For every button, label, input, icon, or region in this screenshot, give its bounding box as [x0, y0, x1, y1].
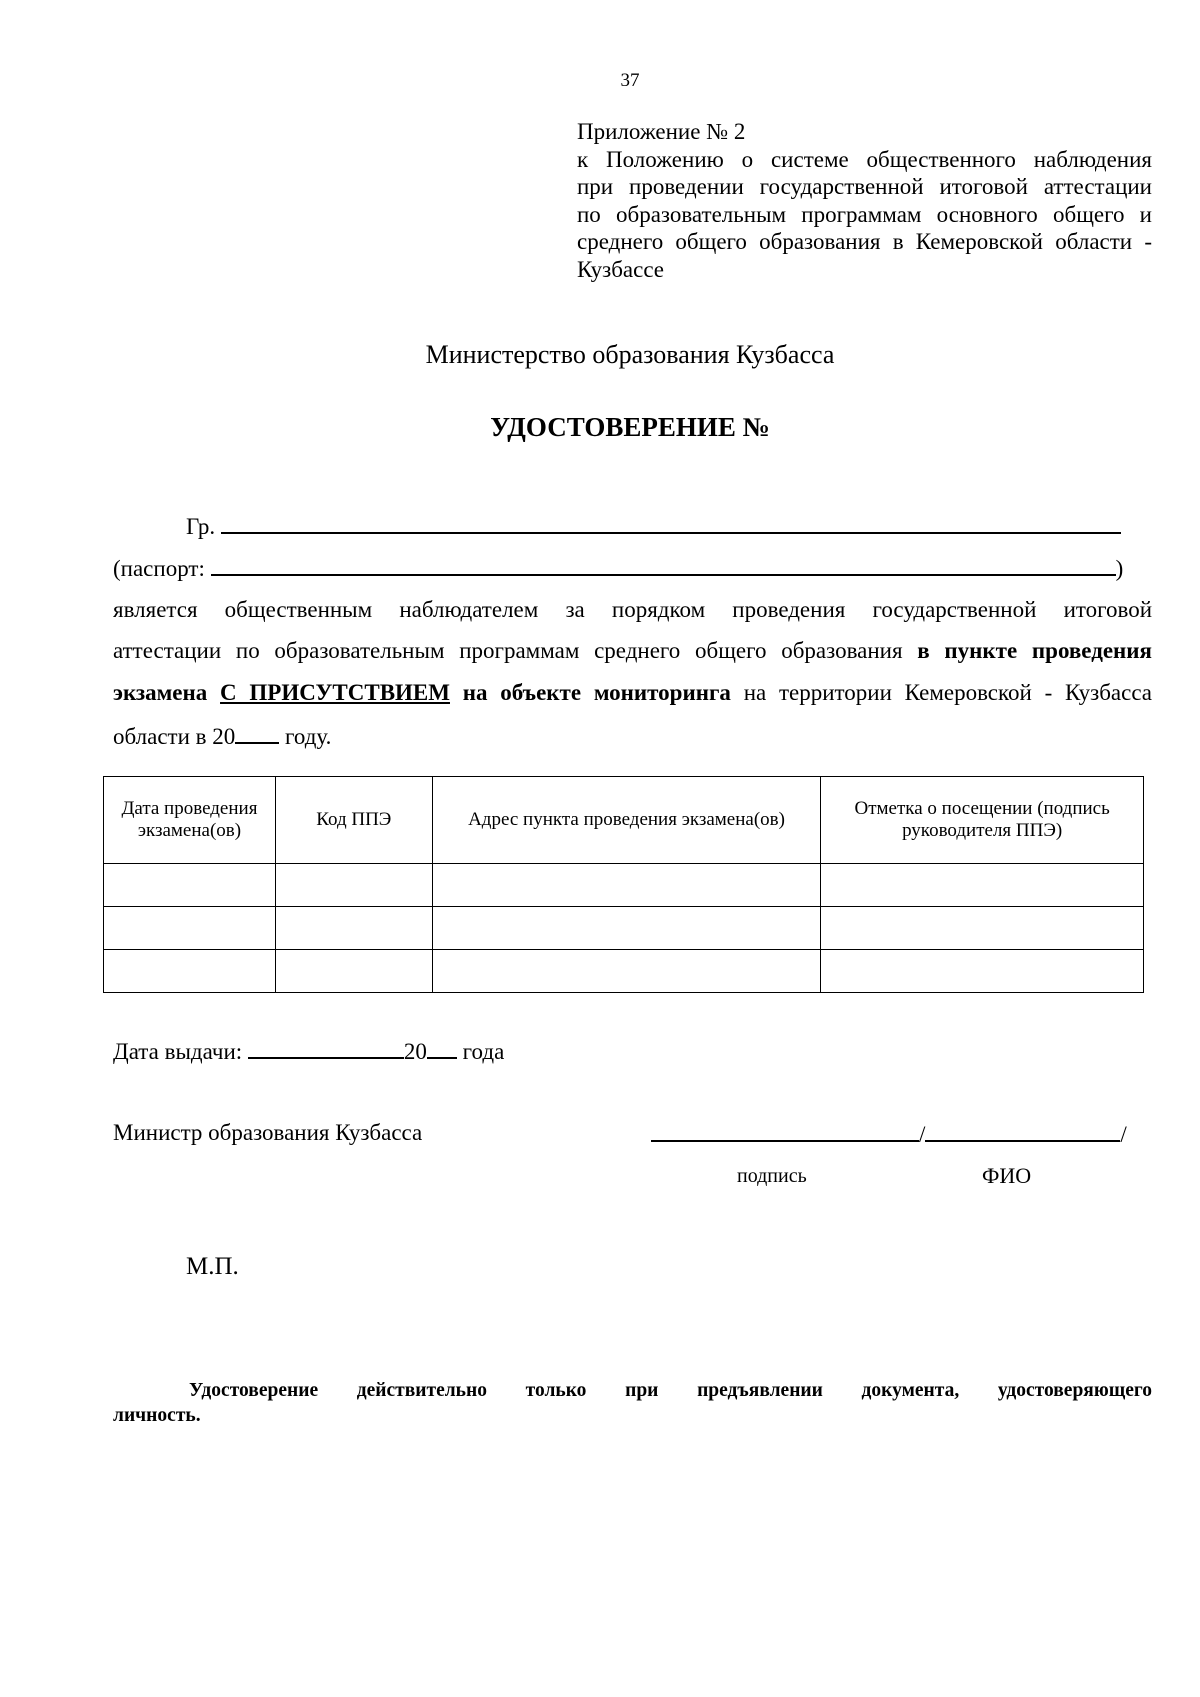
certificate-title: УДОСТОВЕРЕНИЕ № [490, 412, 770, 442]
citizen-field [186, 512, 1121, 540]
header-exam-address: Адрес пункта проведения экзамена(ов) [432, 777, 821, 864]
appendix-line: по образовательным программам основного общего и [577, 201, 1152, 227]
signature-line [651, 1120, 1127, 1148]
minister-label: Министр образования Кузбасса [113, 1120, 423, 1145]
issue-date-suffix: года [462, 1039, 505, 1064]
body-text: аттестации по образовательным программам среднего общего образования [113, 638, 903, 663]
table-cell[interactable] [432, 950, 821, 993]
table-cell[interactable] [275, 907, 432, 950]
table-row [104, 907, 1144, 950]
year-blank[interactable] [235, 722, 279, 744]
table-cell[interactable] [432, 907, 821, 950]
table-cell[interactable] [275, 864, 432, 907]
presence-emphasis: С ПРИСУТСТВИЕМ [220, 680, 450, 705]
table-cell[interactable] [275, 950, 432, 993]
notice-line: Удостоверение действительно только при предъявлении документа, удостоверяющего [189, 1380, 1152, 1401]
passport-field [113, 554, 1123, 582]
citizen-name-blank[interactable] [221, 512, 1121, 534]
body-line [113, 680, 1152, 706]
body-text: на территории Кемеровской - Кузбасса [743, 680, 1153, 705]
appendix-line: к Положению о системе общественного наблюдения [577, 146, 1152, 172]
table-cell[interactable] [104, 907, 276, 950]
header-ppe-code: Код ППЭ [275, 777, 432, 864]
table-row [104, 950, 1144, 993]
header-exam-date: Дата проведения экзамена(ов) [104, 777, 276, 864]
table-cell[interactable] [104, 950, 276, 993]
visits-table [103, 776, 1144, 993]
body-text-bold: на объекте мониторинга [462, 680, 731, 705]
header-visit-mark: Отметка о посещении (подпись руководителя ППЭ) [821, 777, 1144, 864]
table-cell[interactable] [821, 864, 1144, 907]
notice-line: личность. [113, 1405, 201, 1426]
signature-slash: / [919, 1122, 926, 1147]
table-cell[interactable] [821, 950, 1144, 993]
year-line [113, 722, 331, 750]
page-number: 37 [620, 70, 640, 91]
citizen-label: Гр. [186, 514, 216, 539]
appendix-line: при проведении государственной итоговой аттестации [577, 174, 1152, 199]
issue-date-label: Дата выдачи: [113, 1039, 243, 1064]
fio-blank[interactable] [925, 1120, 1120, 1142]
table-row [104, 864, 1144, 907]
passport-label: (паспорт: [113, 556, 205, 581]
signature-slash: / [1120, 1122, 1127, 1147]
appendix-block [577, 118, 1152, 283]
body-text-bold: в пункте проведения [917, 638, 1152, 663]
table-header-row [104, 777, 1144, 864]
table-cell[interactable] [104, 864, 276, 907]
passport-close: ) [1115, 556, 1124, 581]
table-cell[interactable] [432, 864, 821, 907]
signature-caption: подпись [737, 1165, 807, 1187]
validity-notice [113, 1378, 1152, 1428]
table-cell[interactable] [821, 907, 1144, 950]
issue-date-line [113, 1037, 504, 1065]
body-line: является общественным наблюдателем за порядком проведения государственной итоговой [113, 597, 1152, 622]
fio-caption: ФИО [982, 1163, 1032, 1188]
stamp-place: М.П. [186, 1253, 239, 1280]
year-prefix: области в 20 [113, 724, 236, 749]
issue-year-blank[interactable] [427, 1037, 457, 1059]
body-text-bold: экзамена [113, 680, 208, 705]
issue-date-blank[interactable] [248, 1037, 404, 1059]
signature-blank[interactable] [651, 1120, 919, 1142]
body-line [113, 638, 1152, 664]
ministry-heading: Министерство образования Кузбасса [425, 340, 835, 369]
appendix-line: Приложение № 2 [577, 119, 746, 144]
appendix-line: Кузбассе [577, 256, 665, 282]
issue-year-prefix: 20 [403, 1039, 427, 1064]
appendix-line: среднего общего образования в Кемеровской области - [577, 229, 1152, 254]
year-suffix: году. [285, 724, 332, 749]
passport-blank[interactable] [211, 554, 1116, 576]
